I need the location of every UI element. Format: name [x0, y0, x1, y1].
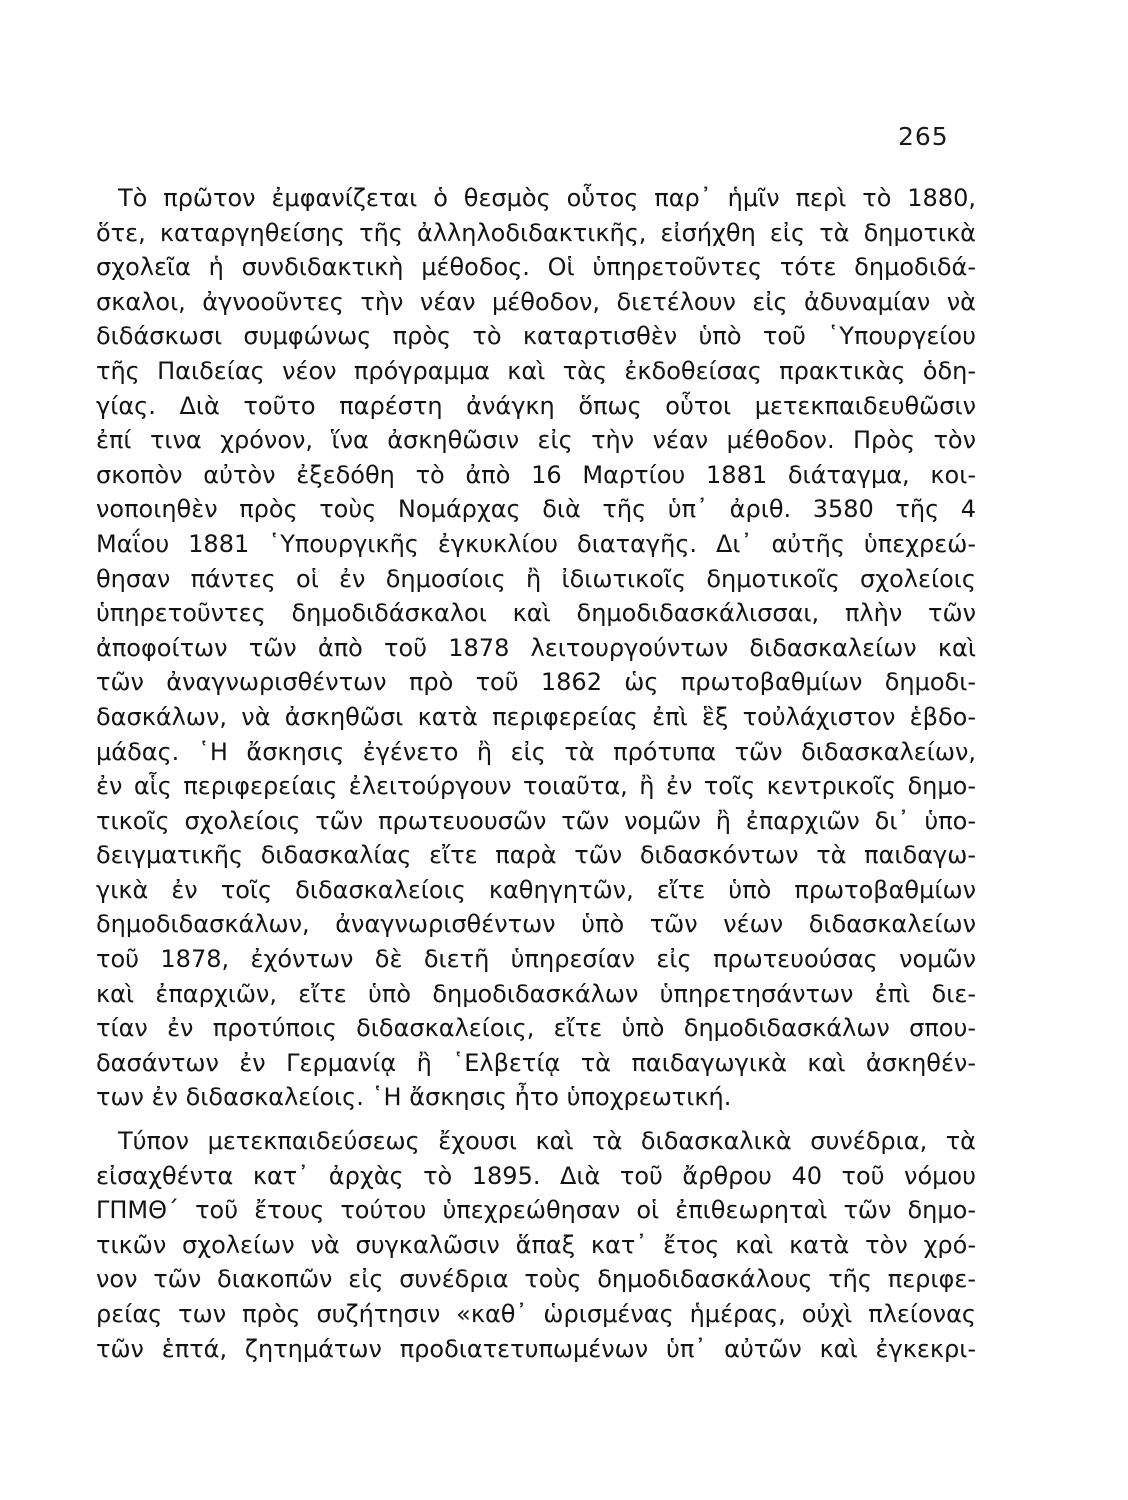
text-line: ρείας των πρὸς συζήτησιν «καθ᾽ ὡρισμένας ἡμέρας, οὐχὶ πλείονας	[96, 1300, 976, 1328]
text-line: τοῦ 1878, ἐχόντων δὲ διετῆ ὑπηρεσίαν εἰς πρωτευούσας νομῶν	[96, 945, 976, 974]
text-line: σκοπὸν αὐτὸν ἐξεδόθη τὸ ἀπὸ 16 Μαρτίου 1881 διάταγμα, κοι-	[96, 460, 976, 489]
text-line: τίαν ἐν προτύποις διδασκαλείοις, εἴτε ὑπὸ δημοδιδασκάλων σπου-	[96, 1014, 976, 1043]
text-line: Μαΐου 1881 ῾Υπουργικῆς ἐγκυκλίου διαταγῆς. Δι᾽ αὐτῆς ὑπεχρεώ-	[96, 529, 976, 558]
text-line: δειγματικῆς διδασκαλίας εἴτε παρὰ τῶν διδασκόντων τὰ παιδαγω-	[96, 841, 976, 870]
text-line: ὑπηρετοῦντες δημοδιδάσκαλοι καὶ δημοδιδασκάλισσαι, πλὴν τῶν	[96, 599, 976, 628]
text-line: τῶν ἑπτά, ζητημάτων προδιατετυπωμένων ὑπ᾽ αὐτῶν καὶ ἐγκεκρι-	[96, 1334, 976, 1363]
paragraph-1	[96, 181, 976, 1115]
text-line: γίας. Διὰ τοῦτο παρέστη ἀνάγκη ὅπως οὗτοι μετεκπαιδευθῶσιν	[96, 391, 976, 420]
text-line: διδάσκωσι συμφώνως πρὸς τὸ καταρτισθὲν ὑπὸ τοῦ ῾Υπουργείου	[96, 322, 976, 351]
text-line: τικῶν σχολείων νὰ συγκαλῶσιν ἅπαξ κατ᾽ ἔτος καὶ κατὰ τὸν χρό-	[96, 1230, 976, 1259]
text-line: δημοδιδασκάλων, ἀναγνωρισθέντων ὑπὸ τῶν νέων διδασκαλείων	[96, 910, 976, 939]
text-line: ἐν αἷς περιφερείαις ἐλειτούργουν τοιαῦτα, ἢ ἐν τοῖς κεντρικοῖς δημο-	[96, 772, 976, 801]
text-line: σχολεῖα ἡ συνδιδακτικὴ μέθοδος. Οἱ ὑπηρετοῦντες τότε δημοδιδά-	[96, 253, 976, 282]
text-line: Τὸ πρῶτον ἐμφανίζεται ὁ θεσμὸς οὗτος παρ᾽ ἡμῖν περὶ τὸ 1880,	[118, 184, 976, 212]
text-line: Τύπον μετεκπαιδεύσεως ἔχουσι καὶ τὰ διδασκαλικὰ συνέδρια, τὰ	[118, 1127, 976, 1156]
text-line: μάδας. ῾Η ἄσκησις ἐγένετο ἢ εἰς τὰ πρότυπα τῶν διδασκαλείων,	[96, 737, 976, 766]
paragraph-2	[96, 1124, 976, 1366]
text-line: καὶ ἐπαρχιῶν, εἴτε ὑπὸ δημοδιδασκάλων ὑπηρετησάντων ἐπὶ διε-	[96, 979, 976, 1008]
text-line: νον τῶν διακοπῶν εἰς συνέδρια τοὺς δημοδιδασκάλους τῆς περιφε-	[96, 1265, 976, 1294]
text-line: τῆς Παιδείας νέον πρόγραμμα καὶ τὰς ἐκδοθείσας πρακτικὰς ὁδη-	[96, 356, 976, 385]
page-number: 265	[898, 122, 949, 151]
text-line: θησαν πάντες οἱ ἐν δημοσίοις ἢ ἰδιωτικοῖς δημοτικοῖς σχολείοις	[96, 564, 976, 593]
text-line: τῶν ἀναγνωρισθέντων πρὸ τοῦ 1862 ὡς πρωτοβαθμίων δημοδι-	[96, 668, 976, 697]
text-line: νοποιηθὲν πρὸς τοὺς Νομάρχας διὰ τῆς ὑπ᾽ ἀριθ. 3580 τῆς 4	[96, 495, 976, 524]
text-line: ΓΠΜΘ΄ τοῦ ἔτους τούτου ὑπεχρεώθησαν οἱ ἐπιθεωρηταὶ τῶν δημο-	[96, 1196, 976, 1225]
text-line: των ἐν διδασκαλείοις. ῾Η ἄσκησις ἦτο ὑποχρεωτική.	[96, 1083, 732, 1112]
text-line: δασκάλων, νὰ ἀσκηθῶσι κατὰ περιφερείας ἐπὶ ἓξ τοὐλάχιστον ἑβδο-	[96, 702, 976, 731]
text-line: ἐπί τινα χρόνον, ἵνα ἀσκηθῶσιν εἰς τὴν νέαν μέθοδον. Πρὸς τὸν	[96, 426, 976, 455]
body-text	[96, 181, 976, 1366]
text-line: τικοῖς σχολείοις τῶν πρωτευουσῶν τῶν νομῶν ἢ ἐπαρχιῶν δι᾽ ὑπο-	[96, 806, 976, 835]
text-line: δασάντων ἐν Γερμανίᾳ ἢ ῾Ελβετίᾳ τὰ παιδαγωγικὰ καὶ ἀσκηθέν-	[96, 1048, 976, 1077]
text-line: ἀποφοίτων τῶν ἀπὸ τοῦ 1878 λειτουργούντων διδασκαλείων καὶ	[96, 633, 976, 662]
text-line: σκαλοι, ἀγνοοῦντες τὴν νέαν μέθοδον, διετέλουν εἰς ἀδυναμίαν νὰ	[96, 287, 976, 316]
text-line: εἰσαχθέντα κατ᾽ ἀρχὰς τὸ 1895. Διὰ τοῦ ἄρθρου 40 τοῦ νόμου	[96, 1161, 976, 1190]
text-line: γικὰ ἐν τοῖς διδασκαλείοις καθηγητῶν, εἴτε ὑπὸ πρωτοβαθμίων	[96, 875, 976, 904]
text-line: ὅτε, καταργηθείσης τῆς ἀλληλοδιδακτικῆς, εἰσήχθη εἰς τὰ δημοτικὰ	[96, 218, 976, 247]
